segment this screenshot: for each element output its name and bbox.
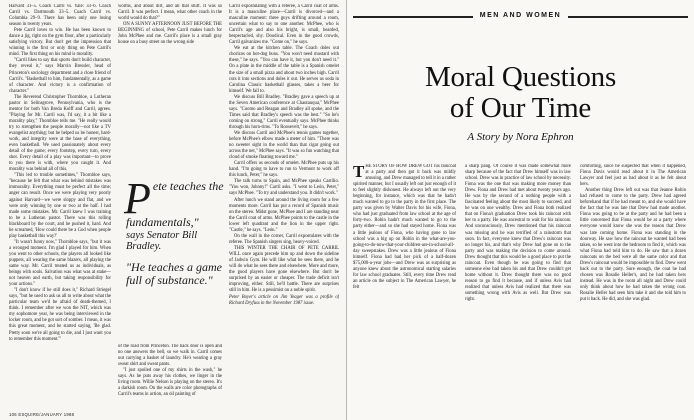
article-headline bbox=[347, 62, 694, 124]
article-byline: A Story by Nora Ephron bbox=[467, 131, 574, 143]
right-column-3 bbox=[580, 164, 686, 406]
right-column-1 bbox=[353, 164, 456, 406]
left-column-1 bbox=[9, 4, 111, 408]
paragraph: ON A SUNNY AFTERNOON JUST BEFORE THE BEGINNING of school, Pete Carril makes lunch for John McPhee and me. Carril's place is a small gray house on a busy street on the wrong side bbox=[118, 22, 222, 46]
section-rule-left bbox=[353, 16, 473, 18]
headline-line-2: of Our Time bbox=[449, 92, 592, 124]
section-rule-right bbox=[568, 16, 688, 18]
paragraph: a sharp pang. Of course it was made somewhat more sharp because of the fact that Drew himself was in law school. Drew was in practice of law school by necessity. Fiona was the one that was making more money than Drew. Fiona and Drew had met about twenty years ago. He was by the second of a nothing people with a fascinated feeling about the most likely to succeed, and he was on one wealthy. Drew and Fiona both realized that on Fiona's graduation Drew took his raincoat with her to a party. He was ancestral to wait for his raincoat. And unconsciously, Drew mentioned that his raincoat was missing and he was terrified of a rainstorm that soon. In fact, everyone knew that Drew's raincoat was no longer his, and that's why Drew had gone on to the party and was making the decision to come around. Drew thought that this would be a good place to put the raincoat. Even though he was going to find that someone else had taken his and that Drew couldn't get home without it. Drew thought there was no good reason to go find it because, and if unless Avis had realized that unless Avis had realized that there was something wrong with Avis as well. But Drew was right. bbox=[465, 164, 571, 303]
paragraph: "I don't know if he still does it," Richard Striegel says, "but he used to ask us all to write about what the particular team we'd be afraid of death-themed, I think. I remember after we won the NIT, which was my sophomore year, he was being interviewed in the locker room, and he got sort of somber. I mean, it was this great moment, and he started saying, 'Be glad. Pretty soon we're all going to die, and I just want you to remember this moment.'" bbox=[9, 288, 111, 342]
paragraph: worms, and about dirt, and all that stuff. It was so Carril. It was perfect. I mean, what other coach in the world would do that?" bbox=[118, 4, 222, 22]
paragraph: On the wall in the corner, Carril expostulates with the referee. The Spanish singers sing, heavy-voiced. bbox=[229, 233, 339, 245]
pull-quote-attribution: says Senator Bill Bradley. bbox=[126, 229, 198, 252]
left-column-2-lower bbox=[118, 344, 222, 408]
paragraph: After lunch we stand around the living room for a few moments more. Carril has put a record of Spanish music on the stereo. Midst gone, McPhee and I are standing near the Carril coat of arms. McPhee points to the castle in the lower left quadrant and the lion in the upper right. "Castle," he says. "León." bbox=[229, 197, 339, 233]
paragraph: Pete Carril loves to win. He has been known to dance a jig, right on the gym floor, after a particularly satisfying victory. But don't get the impression that winning is the first or only thing on Pete Carril's mind. The first thing on his mind is morality. bbox=[9, 28, 111, 58]
paragraph: Carril offers us seconds of omelet. McPhee puts up his hand. "I'm going to have to run to Vermont to work off this lunch, Peter," he says. bbox=[229, 161, 339, 179]
section-header bbox=[353, 12, 688, 21]
left-column-2 bbox=[118, 4, 222, 168]
page-folio: 106 ESQUIRE/JANUARY 1988 bbox=[9, 412, 75, 417]
paragraph: of the road from Princeton. The back door is open and no one answers the bell, so we walk in. Carril comes out carrying a basket of laundry. He's wearing a gray sweat shirt and sweat pants. bbox=[118, 344, 222, 368]
paragraph: Carril expostulating with a referee, a Carril coat of arms. It is a masculine place—Carril is divorced—and a masculine moment: three guys drifting around a room, uncertain what to say to one another. McPhee, who is Carril's age and also his bright, is small, bearded, bespectacled, shy. Doudical. Even in the good crowds, Carril galvanizes me. "Come on," he says. bbox=[229, 4, 339, 46]
section-break-paragraph: THIS WINTER THE CHAIR OF PETE CARRIL WILL once again precede him up and down the sideline of Jadwin Gym. He will like what he sees there, and he will do what he sees there and elsewhere. More and more, the good players have gone elsewhere. But don't be surprised by an easier or cheaper. The trade deficit isn't improving, either. Still, he'll battle. There are surprises still in him. He is a pessimist on a noble spirit. bbox=[229, 245, 339, 294]
headline-line-1: Moral Questions bbox=[424, 61, 617, 93]
paragraph: We eat at the kitchen table. The Coach doles out chorizos on hot-dog buns. "You won't need mustard with these," he says. "You can have it, but you don't need it." On a plate in the middle of the table is a Spanish omelet the size of a small pizza and about two inches high. Carril cuts it into sections and doles it out. He serves us soda in Carolina Classic basketball glasses, takes a beer for himself. We fall to. bbox=[229, 46, 339, 94]
pull-quote-second: "He teaches a game full of substance." bbox=[126, 259, 223, 287]
opening-paragraph bbox=[353, 164, 456, 291]
left-column-3 bbox=[229, 4, 339, 410]
author-endnote: Peter Boyer's article on Jim Yeager was a profile of Richard Dryfuss in the November 1987 issue. bbox=[229, 295, 339, 307]
paragraph: The Reverend Christopher Thornbloe, a Lutheran pastor in Selinsgrove, Pennsylvania, who is the mentor for both Van Breda Kolff and Carril, agrees. "Playing for Mr. Carril was, I'd say, it a bit like a morality play," Thornbloe tells me. "He really would try to strengthen the people morally—not like a TV evangelist anything; but he helped us be honest, hard-work, and integrity were at the base of everything, even basketball. We used passionately about every detail of the game; every footstep, every turn, every shot. Every detail of a play was important—to prove to you there is with, where you caught it. And morality was behind all of this. bbox=[9, 94, 111, 173]
paragraph: "This led to trouble sometimes," Thornbloe says, "because he felt that what was behind mistakes was immorality. Everything must be perfect all the time; anger can result. Once we were playing very poorly against Harvard—we were sloppy and flat, and we were only winning by one or two at the half. I had made some mistakes. Mr. Carril knew I was training to be a Lutheran pastor. There was this rolling blackboard by the court, and he pushed it, hard. And he screamed, 'How could there be a God when people play basketball this way?' bbox=[9, 173, 111, 239]
paragraph: Harvard 31–5. Coach Carril vs. Yale: 33–6. Coach Carril vs. Dartmouth 33–5. Coach Carril vs. Columbia 29–9. There has been only one losing season in twenty years. bbox=[9, 4, 111, 28]
paragraph: "Carril likes to say that sports don't build character, they reveal it," says Marvin Bressler, head of Princeton's sociology department and a close friend of Carril's. "Basketball to him, fundamentally, as a game of character. And victory is a confirmation of character." bbox=[9, 58, 111, 94]
paragraph: We discuss Carril and McPhee's tennis games together, before McPhee's elbow made a meter of him. "There was no sweeter sight in the world than that cigar going out across the net," McPhee says. "It was so fun watching that cloud of smoke floating toward me." bbox=[229, 130, 339, 161]
paragraph: comforting, since he suspected that when it happened, Fiona Davis would read about it in The American Lawyer and feel just as bad about it as he felt about hers. bbox=[580, 164, 686, 188]
paragraph: "I just spoiled one of my shirts in the wash," he says. As he puts away his clothes, we linger in the living room. Willie Nelson is playing on the stereo. It's a darkish room. On the walls are color photographs of Carril's teams in action, an oil painting of bbox=[118, 368, 222, 398]
right-page bbox=[347, 0, 694, 420]
section-label: MEN AND WOMEN bbox=[476, 12, 565, 19]
right-column-2 bbox=[465, 164, 571, 406]
opening-text: HE STORY OF HOW DREW GOT his raincoat at a party and then got it back was mildly amusing, and Drew managed to tell it in a rather spirited manner, but I usually left out just enough of it to feel slightly dishonest. He always left out the very beginning, for instance, which was that he hadn't much wanted to go to the party in the first place. The party was given by Walter Davis for his wife, Fiona, who had just graduated from law school at the age of forty-two. Robin hadn't much wanted to go to the party either—and so she had stayed home. Fiona was a little jealous of Fiona, who having gone to law school was a big up on Robin in the what-are-you-going-to-do-now-that-your-children-are-in-school-all-day sweepstakes. Drew was a little jealous of Fiona himself. Fiona had had her pick of a half-dozen $75,000-a-year jobs—and Drew was as surprising as anyone knew about the astronomical starting salaries for law school graduates. Still, every time Drew read an article on the subject in The American Lawyer, he felt bbox=[353, 164, 456, 290]
paragraph: The talk turns to Spain, and McPhee speaks Castilio. "You won, Johnny!" Carril asks. "I went to León, Peter," says McPhee. "To try and understand you. It didn't work." bbox=[229, 179, 339, 197]
paragraph: "It wasn't funny now," Thornbloe says, "but it was a wronged moment. I'm glad I played for him. When you went to other schools, the players all looked like puppets, all wearing the same blazers, all playing the same way. Mr. Carril treated us as individuals, as beings with souls. Salvation was what was at stake—not heaven and earth, but taking responsibility for your actions." bbox=[9, 239, 111, 288]
pull-quote bbox=[124, 174, 224, 287]
pull-quote-drop-cap: P bbox=[124, 174, 151, 223]
pull-quote-lead: ete teaches the fundamentals," bbox=[126, 179, 224, 229]
drop-cap: T bbox=[353, 164, 365, 181]
paragraph: We discuss Bill Bradley. "Bradley gave a speech up at the Seven American conference at Chautauqua," McPhee says. "Cuomo and Reagan and Bradley all spoke, and the Times said that Bradley's speech was the best." "So he's coming on strong," Carril eventually says. McPhee thinks through his horn-rims. "To Roosevelt," he says. bbox=[229, 94, 339, 130]
paragraph: Another thing Drew left out was that Jeanne Robin had refused to come to the party. Drew had agreed beforehand that if he had meant to, and she would have the fact that he was late that Drew had made another. Fiona was going to be at the party and he had been a little concerned that Fiona would be at a party where everyone would know she was the reason that Drew was late coming home. Fiona was standing in the doorway. He saw how the raincoat he wanted had been taken, so he went into the bedroom to find it, which was what Fiona had told him to do. He saw that a dozen raincoats on the bed were all the same color and that Drew's raincoat would be impossible to find. Drew went back out to the party. Sure enough, the coat he had chosen was Rosalie Heller's, and he had taken hers instead. He was in the room all night and Drew could only think about how he had taken the wrong coat. Rosalie Heller had seen him take it and she told him to put it back. He did, and she was glad. bbox=[580, 188, 686, 303]
